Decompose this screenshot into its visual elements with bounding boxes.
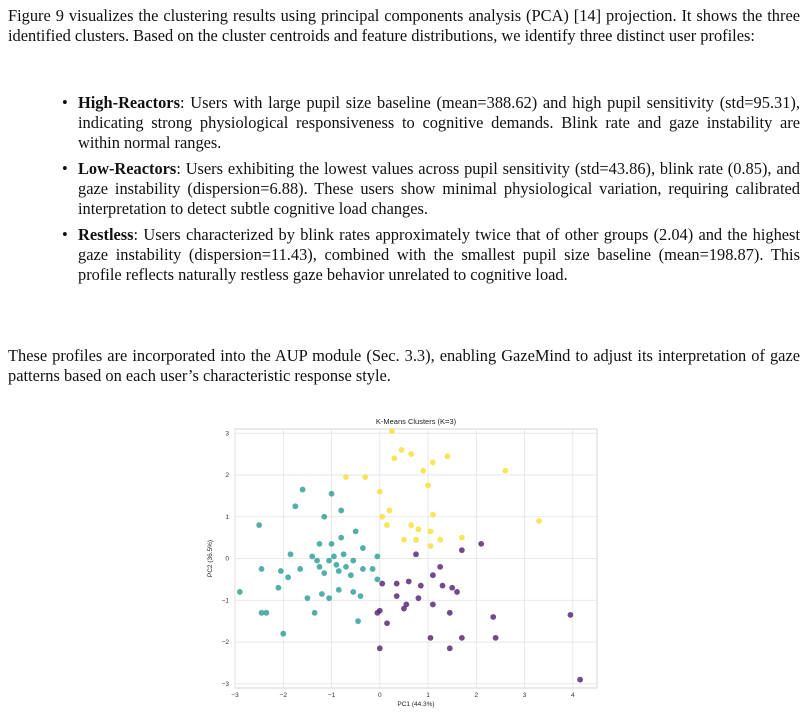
scatter-point bbox=[413, 551, 419, 557]
scatter-point bbox=[389, 428, 395, 434]
scatter-point bbox=[418, 583, 424, 589]
scatter-point bbox=[326, 595, 332, 601]
scatter-point bbox=[280, 631, 286, 637]
scatter-point bbox=[350, 589, 356, 595]
scatter-point bbox=[374, 554, 380, 560]
chart-title: K-Means Clusters (K=3) bbox=[375, 417, 457, 426]
scatter-point bbox=[449, 585, 455, 591]
scatter-point bbox=[416, 595, 422, 601]
scatter-point bbox=[459, 547, 465, 553]
scatter-point bbox=[360, 545, 366, 551]
scatter-point bbox=[536, 518, 542, 524]
scatter-point bbox=[428, 528, 434, 534]
scatter-point bbox=[568, 612, 574, 618]
scatter-point bbox=[577, 677, 583, 683]
scatter-point bbox=[447, 610, 453, 616]
x-axis-label: PC1 (44.3%) bbox=[397, 701, 435, 708]
scatter-point bbox=[300, 487, 306, 493]
scatter-point bbox=[326, 558, 332, 564]
scatter-point bbox=[416, 526, 422, 532]
pca-cluster-figure bbox=[200, 410, 610, 710]
scatter-point bbox=[379, 581, 385, 587]
scatter-point bbox=[338, 535, 344, 541]
scatter-point bbox=[478, 541, 484, 547]
scatter-point bbox=[406, 579, 412, 585]
scatter-point bbox=[490, 614, 496, 620]
scatter-point bbox=[399, 447, 405, 453]
bullet-dot-icon: • bbox=[62, 159, 68, 178]
scatter-point bbox=[276, 585, 282, 591]
y-tick-label: 1 bbox=[225, 513, 229, 521]
scatter-point bbox=[343, 564, 349, 570]
x-tick-label: 1 bbox=[426, 692, 430, 699]
scatter-point bbox=[444, 453, 450, 459]
scatter-point bbox=[309, 554, 315, 560]
scatter-point bbox=[288, 551, 294, 557]
scatter-point bbox=[336, 587, 342, 593]
list-item-restless bbox=[60, 225, 800, 285]
profile-term: Restless bbox=[78, 225, 134, 244]
scatter-point bbox=[408, 522, 414, 528]
scatter-point bbox=[430, 572, 436, 578]
scatter-point bbox=[459, 635, 465, 641]
scatter-point bbox=[355, 618, 361, 624]
y-axis-label: PC2 (36.5%) bbox=[207, 539, 214, 578]
scatter-point bbox=[430, 460, 436, 466]
scatter-point bbox=[437, 564, 443, 570]
scatter-point bbox=[338, 508, 344, 514]
profile-term: Low-Reactors bbox=[78, 159, 177, 178]
scatter-point bbox=[430, 602, 436, 608]
scatter-point bbox=[341, 551, 347, 557]
scatter-point bbox=[292, 503, 298, 509]
scatter-point bbox=[374, 576, 380, 582]
scatter-point bbox=[353, 528, 359, 534]
scatter-point bbox=[428, 635, 434, 641]
x-tick-label: −1 bbox=[327, 692, 336, 699]
scatter-point bbox=[370, 566, 376, 572]
outro-paragraph: These profiles are incorporated into the AUP module (Sec. 3.3), enabling GazeMind to adjust its interpretation of gaze patterns based on each user’s characteristic response style. bbox=[8, 346, 800, 385]
scatter-point bbox=[394, 593, 400, 599]
scatter-point bbox=[454, 589, 460, 595]
scatter-point bbox=[447, 645, 453, 651]
scatter-point bbox=[329, 541, 335, 547]
scatter-point bbox=[413, 537, 419, 543]
scatter-point bbox=[237, 589, 243, 595]
scatter-point bbox=[336, 568, 342, 574]
scatter-point bbox=[317, 541, 323, 547]
scatter-point bbox=[297, 566, 303, 572]
bullet-dot-icon: • bbox=[62, 93, 68, 112]
scatter-point bbox=[333, 562, 339, 568]
profile-list bbox=[60, 93, 800, 291]
scatter-point bbox=[437, 537, 443, 543]
x-tick-label: 4 bbox=[571, 692, 575, 699]
x-tick-label: 2 bbox=[474, 692, 479, 699]
intro-paragraph: Figure 9 visualizes the clustering results using principal components analysis (PCA) [14] projection. It shows the three identified clusters. Based on the cluster centroids and feature distributions, we identify three distinct user profiles: bbox=[8, 6, 800, 45]
scatter-point bbox=[428, 543, 434, 549]
list-item-low-reactors bbox=[60, 159, 800, 219]
scatter-point bbox=[256, 522, 262, 528]
scatter-point bbox=[440, 583, 446, 589]
scatter-point bbox=[350, 558, 356, 564]
scatter-point bbox=[377, 489, 383, 495]
scatter-point bbox=[312, 610, 318, 616]
profile-description: : Users exhibiting the lowest values across pupil sensitivity (std=43.86), blink rate (0.85), and gaze instability (dispersion=6.88). These users show minimal physiological variation, requiring calibrated interpretation to detect subtle cognitive load changes. bbox=[78, 159, 800, 218]
scatter-point bbox=[305, 595, 311, 601]
scatter-point bbox=[259, 566, 265, 572]
scatter-point bbox=[319, 591, 325, 597]
scatter-point bbox=[430, 512, 436, 518]
profile-description: : Users with large pupil size baseline (mean=388.62) and high pupil sensitivity (std=95.31), indicating strong physiological responsiveness to cognitive demands. Blink rate and gaze instability are within normal ranges. bbox=[78, 93, 800, 152]
scatter-point bbox=[425, 482, 431, 488]
y-tick-label: 3 bbox=[225, 430, 229, 438]
scatter-point bbox=[420, 468, 426, 474]
list-item-high-reactors bbox=[60, 93, 800, 153]
scatter-point bbox=[321, 514, 327, 520]
scatter-point bbox=[348, 572, 354, 578]
scatter-chart bbox=[200, 410, 610, 710]
scatter-point bbox=[278, 568, 284, 574]
scatter-point bbox=[387, 508, 393, 514]
profile-description: : Users characterized by blink rates approximately twice that of other groups (2.04) and the highest gaze instability (dispersion=11.43), combined with the smallest pupil size baseline (mean=198.87). This profile reflects naturally restless gaze behavior unrelated to cognitive load. bbox=[78, 225, 800, 284]
bullet-dot-icon: • bbox=[62, 225, 68, 244]
scatter-point bbox=[391, 455, 397, 461]
scatter-point bbox=[493, 635, 499, 641]
scatter-point bbox=[317, 564, 323, 570]
x-tick-label: 3 bbox=[522, 692, 527, 699]
scatter-point bbox=[358, 593, 364, 599]
scatter-point bbox=[379, 514, 385, 520]
scatter-point bbox=[502, 468, 508, 474]
y-tick-label: 0 bbox=[225, 555, 229, 563]
scatter-point bbox=[285, 574, 291, 580]
scatter-point bbox=[384, 522, 390, 528]
scatter-point bbox=[384, 620, 390, 626]
scatter-point bbox=[360, 566, 366, 572]
y-tick-label: −1 bbox=[221, 597, 229, 605]
scatter-point bbox=[331, 554, 337, 560]
scatter-point bbox=[459, 535, 465, 541]
scatter-point bbox=[401, 606, 407, 612]
scatter-point bbox=[408, 451, 414, 457]
x-tick-label: 0 bbox=[377, 692, 382, 699]
x-tick-label: −3 bbox=[231, 692, 239, 699]
scatter-point bbox=[394, 581, 400, 587]
y-tick-label: −3 bbox=[221, 681, 229, 689]
scatter-point bbox=[329, 491, 335, 497]
y-tick-label: 2 bbox=[225, 472, 229, 480]
scatter-point bbox=[343, 474, 349, 480]
x-tick-label: −2 bbox=[279, 692, 287, 699]
scatter-point bbox=[377, 645, 383, 651]
scatter-point bbox=[377, 608, 383, 614]
profile-term: High-Reactors bbox=[78, 93, 180, 112]
scatter-point bbox=[263, 610, 269, 616]
scatter-point bbox=[362, 474, 368, 480]
scatter-point bbox=[401, 537, 407, 543]
scatter-point bbox=[314, 558, 320, 564]
y-tick-label: −2 bbox=[221, 639, 229, 647]
scatter-point bbox=[321, 570, 327, 576]
